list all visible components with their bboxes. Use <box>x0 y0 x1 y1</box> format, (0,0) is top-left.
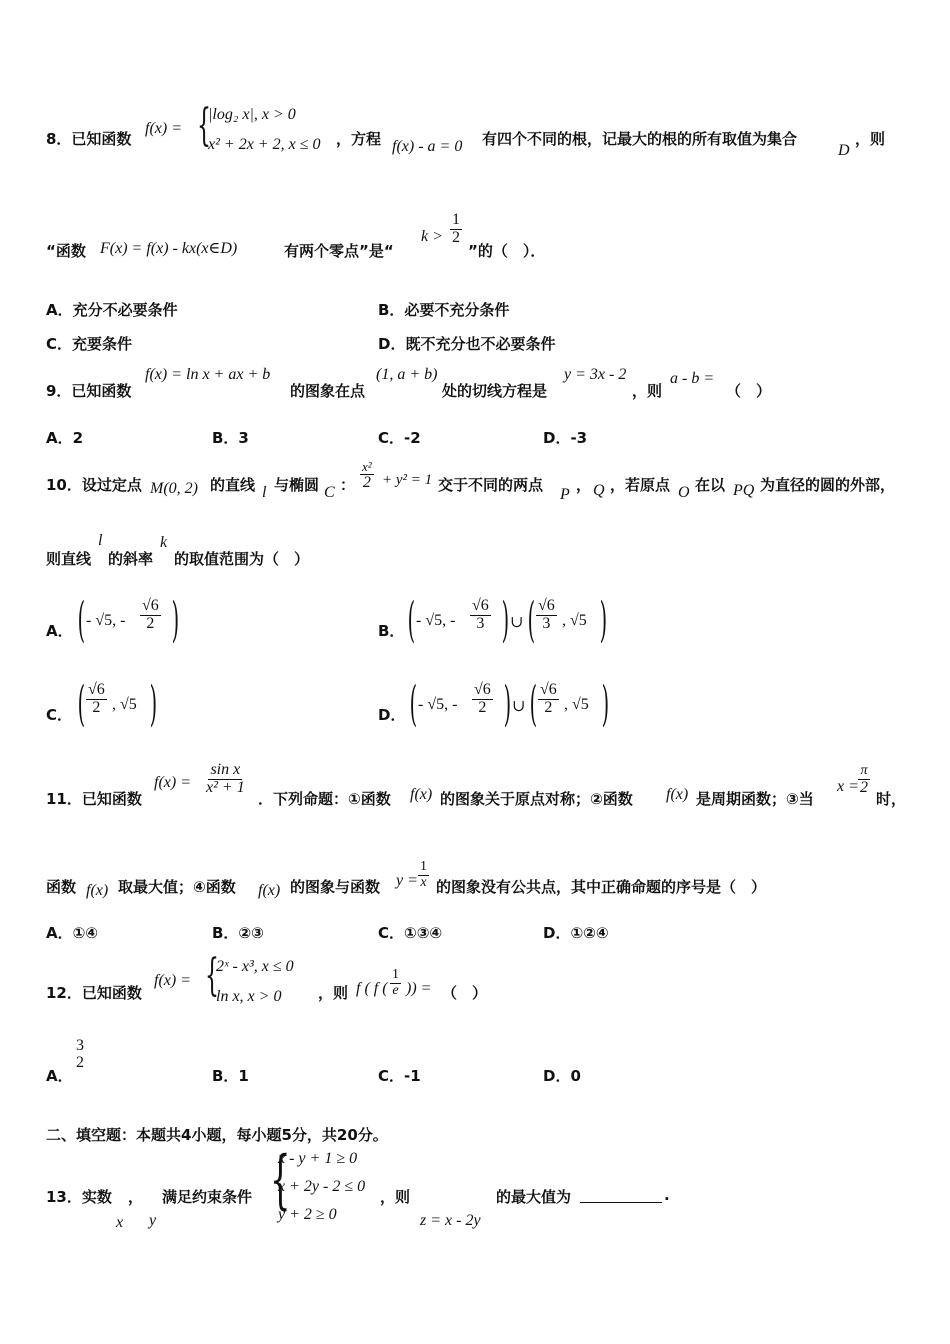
q11-t4: 时， <box>876 790 907 808</box>
q11-option-b[interactable]: B．②③ <box>212 924 264 942</box>
q12-option-c[interactable]: C．-1 <box>378 1067 421 1085</box>
q8-line2-b: 有两个零点”是“ <box>284 242 394 260</box>
q10-c-rparen: ) <box>149 676 158 732</box>
q11-fx: f(x) = <box>154 774 191 791</box>
q9-text2: 处的切线方程是 <box>442 382 548 400</box>
q10-b-frac2 <box>536 598 557 633</box>
q10-d-den2: 2 <box>544 698 553 716</box>
q10-t3: 交于不同的两点 <box>438 476 544 494</box>
q10-c-den: 2 <box>92 698 101 716</box>
q10-b-num2: √6 <box>538 597 555 614</box>
q11-line2-d: 的图象没有公共点，其中正确命题的序号是（ ） <box>436 878 767 896</box>
q10-b-right: , √5 <box>562 612 587 629</box>
q11-pi-den: 2 <box>860 778 868 796</box>
q11-inv-num: 1 <box>420 859 427 874</box>
q8-number: 8．已知函数 <box>46 130 132 148</box>
q10-ellipse-frac <box>360 460 374 491</box>
q10-c-frac <box>86 682 107 717</box>
q10-line2-b: 的斜率 <box>108 550 154 568</box>
q8-k-gt: k > <box>421 228 443 245</box>
q13-answer-blank[interactable] <box>580 1188 662 1203</box>
q9-text1: 的图象在点 <box>290 382 366 400</box>
q13-number: 13．实数 <box>46 1188 112 1206</box>
q11-option-c[interactable]: C．①③④ <box>378 924 443 942</box>
q10-c-right: , √5 <box>112 696 137 713</box>
q10-t2: 与椭圆 <box>274 476 320 494</box>
q11-frac-num: sin x <box>210 761 241 778</box>
q11-t1: ．下列命题：①函数 <box>258 790 391 808</box>
q8-fangcheng: ，方程 <box>336 130 382 148</box>
q13-z: z = x - 2y <box>420 1212 481 1229</box>
q10-line2-l: l <box>98 532 103 549</box>
q11-inv-frac <box>418 860 429 890</box>
q9-number: 9．已知函数 <box>46 382 132 400</box>
q12-case2: ln x, x > 0 <box>216 988 282 1005</box>
q10-PQ: PQ <box>733 482 755 499</box>
q11-fx3: f(x) <box>666 786 689 803</box>
q10-line2-a: 则直线 <box>46 550 92 568</box>
q8-half-den: 2 <box>452 228 460 246</box>
q10-c-lparen: ( <box>77 676 86 732</box>
q10-a-den: 2 <box>146 614 155 632</box>
q9-ab: a - b = <box>670 370 715 387</box>
q12-t2: （ ） <box>442 984 488 1002</box>
q10-option-a-label: A． <box>46 622 73 640</box>
q12-case1: 2ˣ - x³, x ≤ 0 <box>216 958 294 975</box>
q11-number: 11．已知函数 <box>46 790 142 808</box>
q13-constraint-1: x - y + 1 ≥ 0 <box>278 1150 358 1167</box>
q11-line2-c: 的图象与函数 <box>290 878 381 896</box>
q13-t2: ，则 <box>380 1188 411 1206</box>
q10-d-frac2 <box>538 682 559 717</box>
q10-d-left: - √5, - <box>418 696 458 713</box>
q11-line2-b: 取最大值；④函数 <box>118 878 236 896</box>
q8-line2-c: ”的（ ）． <box>468 242 546 260</box>
q11-t2: 的图象关于原点对称；②函数 <box>440 790 633 808</box>
q10-c-num: √6 <box>88 681 105 698</box>
q10-d-right: , √5 <box>564 696 589 713</box>
q11-pi-num: π <box>860 763 868 778</box>
q10-Q: Q <box>593 482 605 499</box>
q10-comma: ， <box>576 476 592 494</box>
q10-a-frac <box>140 598 161 633</box>
q11-line2-fx2: f(x) <box>258 882 281 899</box>
q11-option-a[interactable]: A．①④ <box>46 924 99 942</box>
q10-d-lparen2: ( <box>529 676 538 732</box>
q13-y: y <box>149 1212 157 1229</box>
q10-b-num1: √6 <box>472 597 489 614</box>
q11-inv-den: x <box>420 874 427 890</box>
q9-option-b[interactable]: B．3 <box>212 429 249 447</box>
q10-b-left: - √5, - <box>416 612 456 629</box>
q10-line2-k: k <box>160 534 168 551</box>
q10-ellipse-num: x² <box>362 459 372 474</box>
q9-text4: （ ） <box>726 382 772 400</box>
q10-d-rparen1: ) <box>503 676 512 732</box>
q10-d-den1: 2 <box>478 698 487 716</box>
q8-case2: x² + 2x + 2, x ≤ 0 <box>208 136 321 153</box>
q9-option-c[interactable]: C．-2 <box>378 429 421 447</box>
q10-a-left: - √5, - <box>86 612 126 629</box>
q11-line2-fx: f(x) <box>86 882 109 899</box>
q8-option-c[interactable]: C．充要条件 <box>46 335 133 353</box>
q8-equation: f(x) - a = 0 <box>392 138 463 155</box>
q11-t3: 是周期函数；③当 <box>696 790 814 808</box>
q10-ellipse-den: 2 <box>362 473 371 491</box>
q10-b-den2: 3 <box>542 614 551 632</box>
q8-option-a[interactable]: A．充分不必要条件 <box>46 301 178 319</box>
q12-option-a-num: 3 <box>76 1037 84 1054</box>
q12-option-b[interactable]: B．1 <box>212 1067 249 1085</box>
q12-ff-a: f ( f ( <box>356 980 388 997</box>
q10-option-c-label: C． <box>46 706 73 724</box>
q9-line: y = 3x - 2 <box>564 366 627 383</box>
q12-e-frac <box>390 968 401 998</box>
q11-line2-a: 函数 <box>46 878 77 896</box>
q10-P: P <box>560 486 570 503</box>
q13-x: x <box>116 1214 124 1231</box>
q10-b-lparen2: ( <box>527 592 536 648</box>
q10-d-rparen2: ) <box>601 676 610 732</box>
q13-t1: 满足约束条件 <box>162 1188 253 1206</box>
q10-d-num2: √6 <box>540 681 557 698</box>
q10-line2-c: 的取值范围为（ ） <box>174 550 310 568</box>
q9-point: (1, a + b) <box>376 366 438 383</box>
q12-option-a-frac <box>74 1038 86 1072</box>
q10-b-den1: 3 <box>476 614 485 632</box>
q10-number: 10．设过定点 <box>46 476 142 494</box>
q10-option-b-label: B． <box>378 622 405 640</box>
q10-a-lparen: ( <box>77 592 86 648</box>
q10-l: l <box>262 484 267 501</box>
q11-xeq: x = <box>837 778 859 795</box>
q8-brace: { <box>197 100 211 151</box>
q10-b-rparen1: ) <box>501 592 510 648</box>
q12-option-d[interactable]: D．0 <box>543 1067 581 1085</box>
q8-half-num: 1 <box>452 211 460 228</box>
q8-text2: ，则 <box>855 130 886 148</box>
q11-frac <box>204 762 247 797</box>
q12-t1: ，则 <box>318 984 349 1002</box>
q10-ellipse-rest: + y² = 1 <box>382 472 433 488</box>
q12-brace: { <box>205 950 219 1001</box>
q10-t6: 为直径的圆的外部， <box>760 476 896 494</box>
q8-case1: |log₂ x|, x > 0 <box>208 106 296 123</box>
q8-F: F(x) = f(x) - kx(x∈D) <box>100 240 238 257</box>
q10-d-lparen1: ( <box>409 676 418 732</box>
q13-brace: { <box>270 1143 291 1217</box>
q8-line2-a: “函数 <box>46 242 86 260</box>
q12-e-num: 1 <box>392 967 399 982</box>
q10-b-lparen1: ( <box>407 592 416 648</box>
q10-a-num: √6 <box>142 597 159 614</box>
q10-a-rparen: ) <box>171 592 180 648</box>
q10-d-num1: √6 <box>474 681 491 698</box>
section-2-heading: 二、填空题：本题共4小题，每小题5分，共20分。 <box>46 1126 388 1144</box>
q10-b-frac1 <box>470 598 491 633</box>
q13-t3: 的最大值为 <box>496 1188 572 1206</box>
q8-option-b[interactable]: B．必要不充分条件 <box>378 301 510 319</box>
q10-t4: ，若原点 <box>610 476 671 494</box>
q8-option-d[interactable]: D．既不充分也不必要条件 <box>378 335 556 353</box>
q13-comma: ， <box>128 1188 144 1206</box>
q10-M: M(0, 2) <box>150 480 198 497</box>
q10-O: O <box>678 484 690 501</box>
q12-ff-b: )) = <box>406 980 432 997</box>
q8-text1: 有四个不同的根，记最大的根的所有取值为集合 <box>482 130 798 148</box>
q10-t5: 在以 <box>695 476 726 494</box>
q13-end: . <box>664 1186 670 1204</box>
q10-b-cup: ∪ <box>510 614 524 631</box>
q11-fx2: f(x) <box>410 786 433 803</box>
q11-option-d[interactable]: D．①②④ <box>543 924 609 942</box>
q9-option-d[interactable]: D．-3 <box>543 429 588 447</box>
q11-frac-den: x² + 1 <box>206 778 245 796</box>
q10-C: C <box>324 484 335 501</box>
q12-e-den: e <box>392 982 399 998</box>
q12-option-a-den: 2 <box>76 1053 84 1071</box>
q10-b-rparen2: ) <box>599 592 608 648</box>
q10-option-d-label: D． <box>378 706 406 724</box>
q12-fx: f(x) = <box>154 972 191 989</box>
q11-yeq: y = <box>396 872 418 889</box>
q12-number: 12．已知函数 <box>46 984 142 1002</box>
q9-fx: f(x) = ln x + ax + b <box>145 366 271 383</box>
q12-option-a-label: A． <box>46 1067 73 1085</box>
q10-t1: 的直线 <box>210 476 256 494</box>
q11-pi-frac <box>858 764 870 796</box>
q8-half <box>450 212 462 247</box>
q10-d-frac1 <box>472 682 493 717</box>
q8-fx: f(x) = <box>145 120 182 137</box>
q10-colon: ： <box>340 476 356 494</box>
q9-text3: ，则 <box>632 382 663 400</box>
q13-constraint-3: y + 2 ≥ 0 <box>278 1206 337 1223</box>
q10-d-cup: ∪ <box>512 698 526 715</box>
q13-constraint-2: x + 2y - 2 ≤ 0 <box>278 1178 366 1195</box>
q8-set-D: D <box>838 142 850 159</box>
q9-option-a[interactable]: A．2 <box>46 429 84 447</box>
